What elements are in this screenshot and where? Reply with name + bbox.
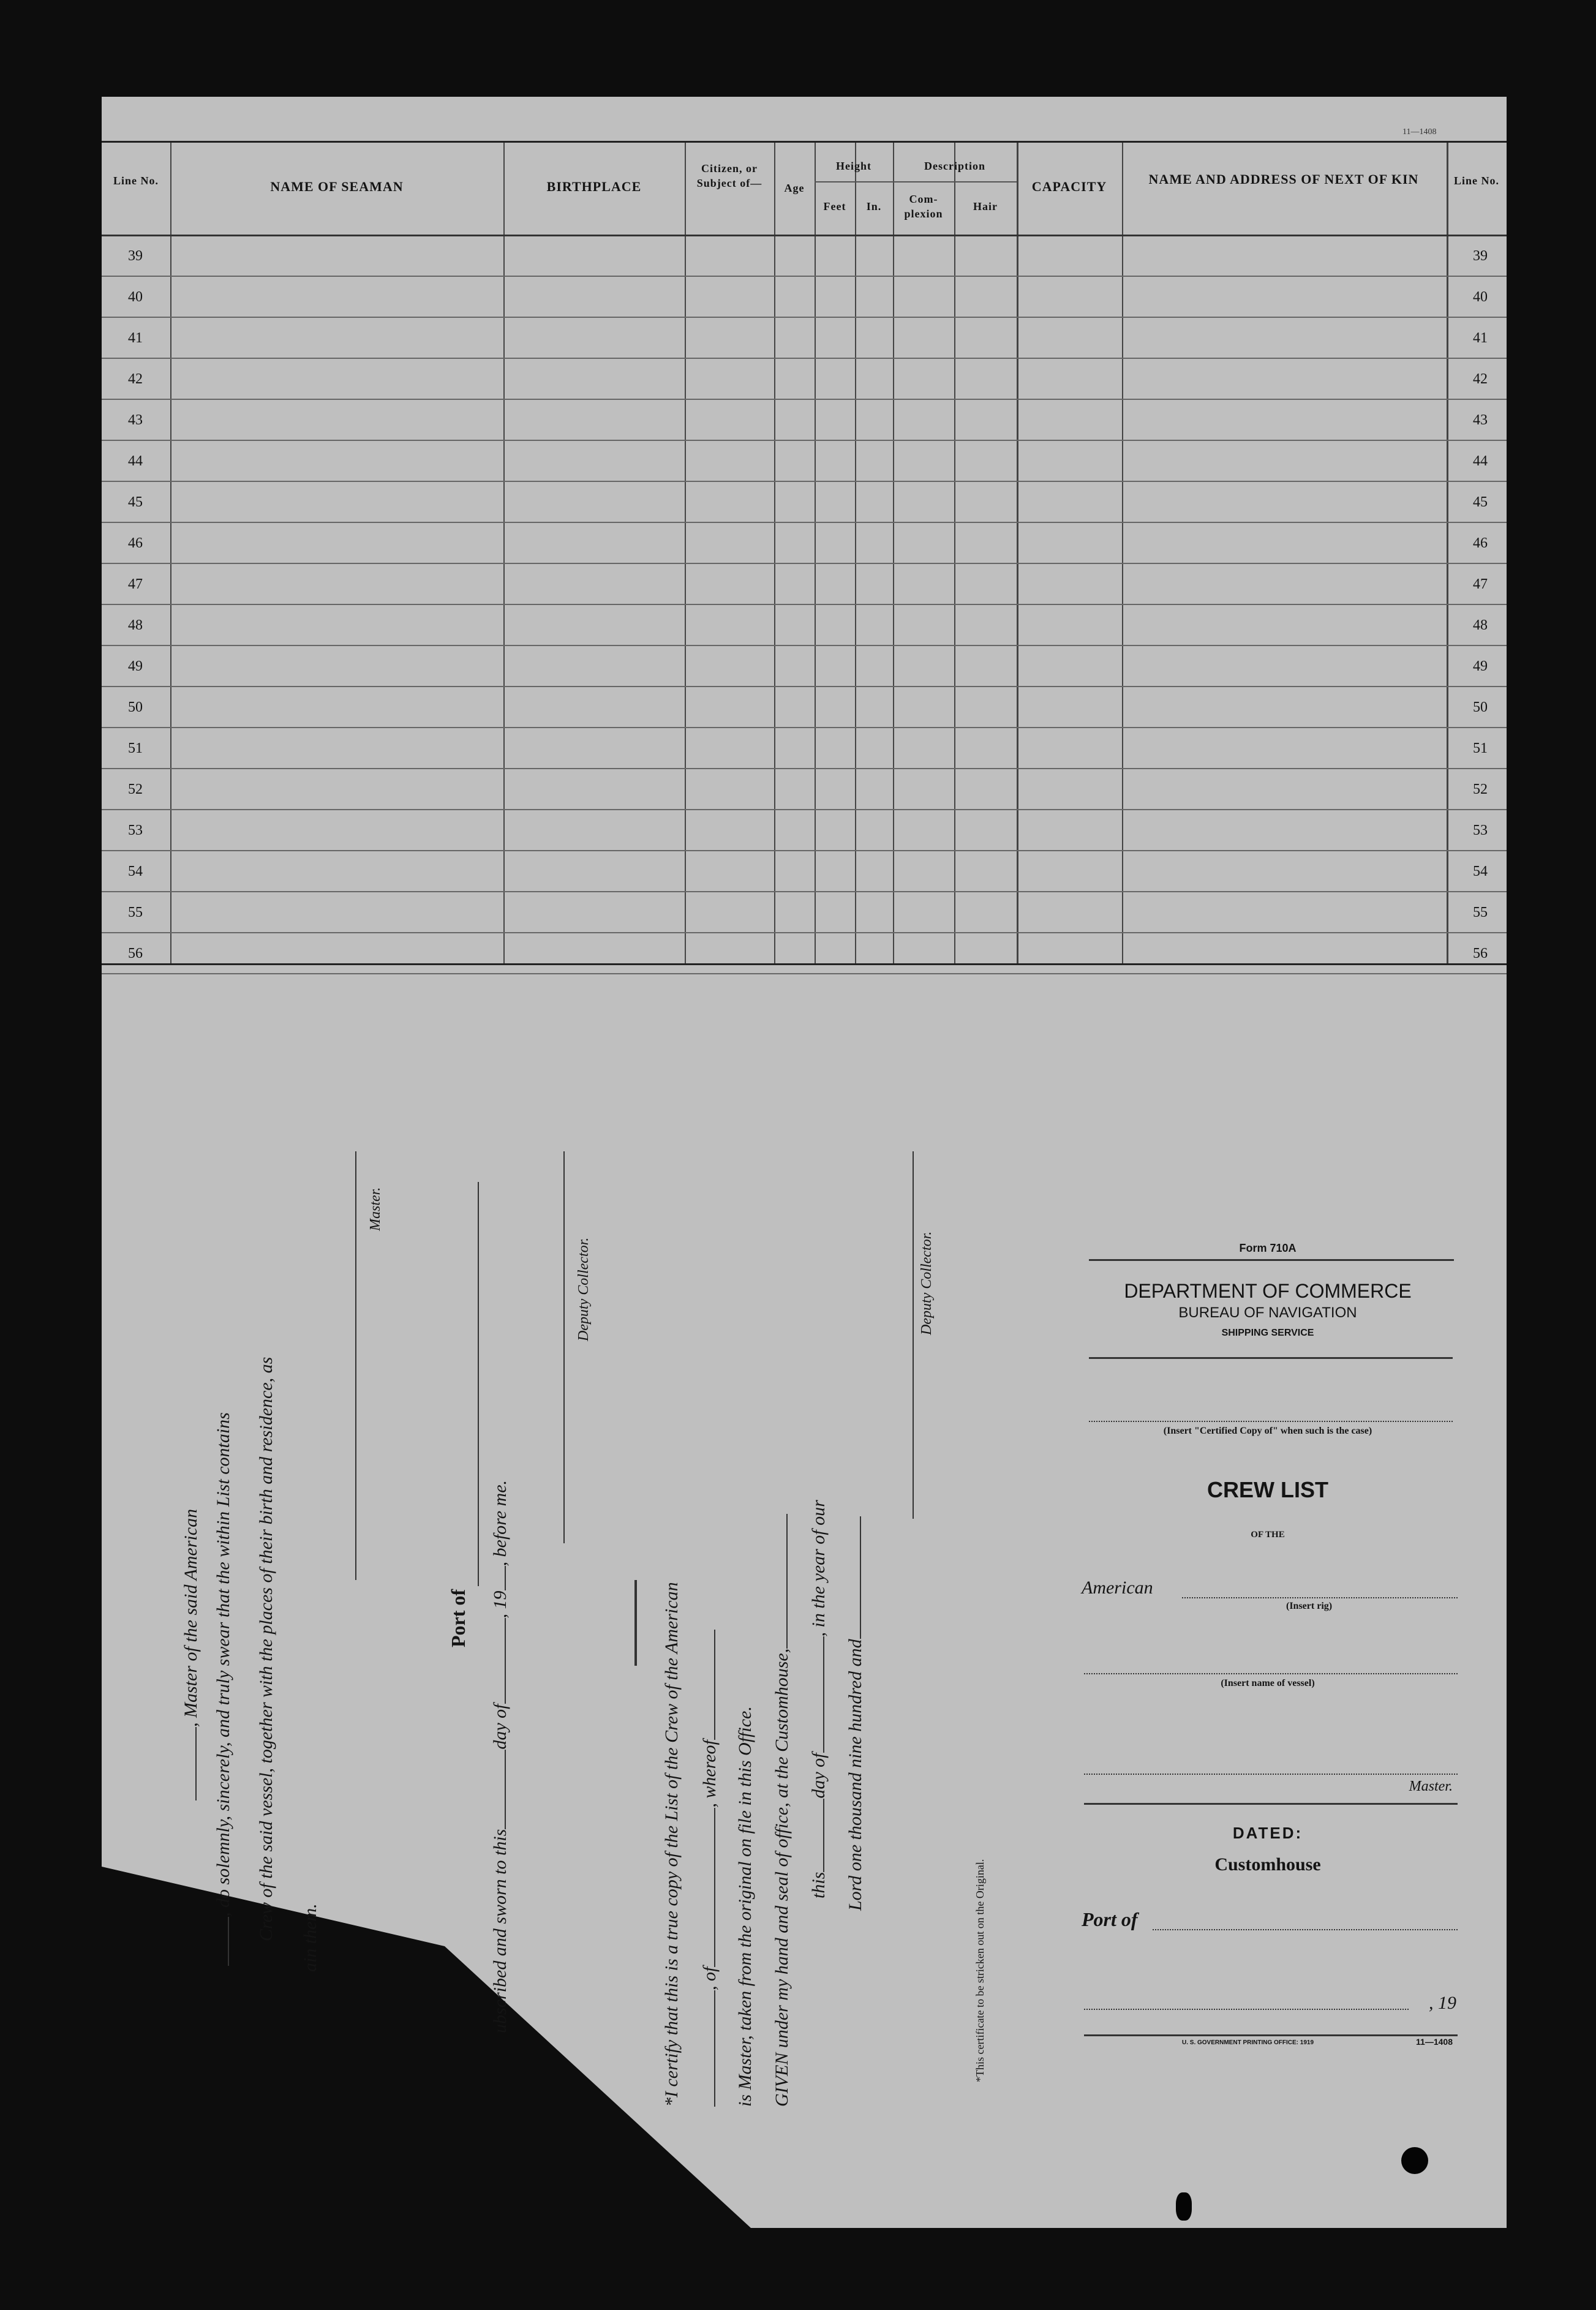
form-number: 11—1408 <box>1402 127 1437 137</box>
inches-header: In. <box>866 200 882 213</box>
age-header: Age <box>784 182 805 194</box>
line-number-left: 53 <box>128 822 143 838</box>
certified-copy-note: (Insert "Certified Copy of" when such is the case) <box>1163 1426 1372 1436</box>
line-number-right: 54 <box>1473 863 1488 879</box>
port-of-cover-label: Port of <box>1082 1908 1138 1930</box>
customhouse-label: Customhouse <box>1214 1854 1321 1875</box>
master-signature-line <box>355 1151 356 1580</box>
date-line <box>1084 2009 1409 2010</box>
table-row <box>102 933 1507 974</box>
subheader-rule <box>815 181 1017 182</box>
oath-line-1: , Master of the said American <box>181 1509 201 1800</box>
line-number-right: 51 <box>1473 740 1488 756</box>
line-number-right: 53 <box>1473 822 1488 838</box>
line-number-left: 40 <box>128 289 143 305</box>
line-number-right: 48 <box>1473 617 1488 633</box>
this-day-line: thisday of, in the year of our <box>808 1500 829 1898</box>
table-row <box>102 646 1507 687</box>
cover-rule <box>1089 1259 1454 1261</box>
certified-copy-line <box>1089 1421 1453 1422</box>
line-number-left: 48 <box>128 617 143 633</box>
department-title: DEPARTMENT OF COMMERCE <box>1124 1280 1412 1302</box>
line-number-left: 46 <box>128 535 143 551</box>
line-number-right: 52 <box>1473 781 1488 797</box>
insert-rig-note: (Insert rig) <box>1286 1601 1333 1611</box>
of-the-label: OF THE <box>1251 1530 1285 1540</box>
certify-line: *I certify that this is a true copy of the List of the Crew of the American <box>661 1582 682 2107</box>
table-row <box>102 728 1507 769</box>
crew-ledger-table <box>102 141 1507 965</box>
master-line <box>1084 1774 1458 1775</box>
line-number-right: 49 <box>1473 658 1488 674</box>
line-number-right: 41 <box>1473 330 1488 346</box>
feet-header: Feet <box>823 200 846 213</box>
ink-spot <box>1176 2192 1192 2221</box>
is-master-line: is Master, taken from the original on file in this Office. <box>735 1706 755 2107</box>
table-row <box>102 318 1507 359</box>
line-number-left: 49 <box>128 658 143 674</box>
master-label-cover: Master. <box>1409 1778 1453 1794</box>
next-of-kin-header: NAME AND ADDRESS OF NEXT OF KIN <box>1148 171 1419 187</box>
ink-spot <box>1401 2147 1428 2174</box>
printer-imprint: U. S. GOVERNMENT PRINTING OFFICE: 1919 <box>1182 2039 1314 2046</box>
form-label: Form 710A <box>1239 1242 1297 1254</box>
table-row <box>102 359 1507 400</box>
line-no-right-header: Line No. <box>1453 175 1499 187</box>
deputy-collector-label-1: Deputy Collector. <box>576 1237 592 1341</box>
year-19-label: , 19 <box>1429 1993 1456 2013</box>
description-header: Description <box>924 160 985 172</box>
line-number-left: 54 <box>128 863 143 879</box>
height-header: Height <box>836 160 871 172</box>
line-number-right: 56 <box>1473 946 1488 961</box>
table-row <box>102 687 1507 728</box>
line-number-right: 40 <box>1473 289 1488 305</box>
table-row <box>102 564 1507 605</box>
port-of-cover-line <box>1153 1929 1458 1930</box>
citizen-header: Citizen, or Subject of— <box>696 162 762 189</box>
of-whereof-line: , of, whereof <box>699 1630 720 2107</box>
bureau-title: BUREAU OF NAVIGATION <box>1178 1304 1357 1321</box>
deputy-signature-line-2 <box>913 1151 914 1519</box>
subscribed-line: ubscribed and sworn to thisday of, 19, before me. <box>490 1480 510 2033</box>
line-number-left: 52 <box>128 781 143 797</box>
american-label: American <box>1082 1578 1153 1598</box>
cover-form-number: 11—1408 <box>1416 2037 1453 2047</box>
line-number-left: 43 <box>128 412 143 428</box>
table-row <box>102 851 1507 892</box>
vessel-name-line <box>1084 1673 1458 1674</box>
line-number-right: 46 <box>1473 535 1488 551</box>
crew-list-title: CREW LIST <box>1207 1477 1328 1502</box>
table-row <box>102 236 1507 277</box>
deputy-signature-line <box>563 1151 565 1543</box>
line-number-left: 44 <box>128 453 143 469</box>
divider-mark <box>634 1580 637 1666</box>
table-row <box>102 523 1507 564</box>
line-number-left: 39 <box>128 248 143 264</box>
line-number-left: 51 <box>128 740 143 756</box>
line-number-right: 55 <box>1473 905 1488 920</box>
line-no-header: Line No. <box>113 175 159 187</box>
oath-line-2: , do solemnly, sincerely, and truly swear that the within List contains <box>213 1412 234 1966</box>
table-row <box>102 605 1507 646</box>
ledger-rows <box>102 236 1507 963</box>
line-number-left: 55 <box>128 905 143 920</box>
line-number-left: 41 <box>128 330 143 346</box>
name-of-seaman-header: NAME OF SEAMAN <box>270 179 404 194</box>
oath-line-3: Crew of the said vessel, together with the places of their birth and residence, as <box>256 1356 276 1941</box>
table-row <box>102 277 1507 318</box>
line-number-right: 50 <box>1473 699 1488 715</box>
port-of-label: Port of <box>447 1589 469 1647</box>
rig-line <box>1182 1597 1458 1598</box>
oath-line-4: ain them. <box>300 1903 320 1972</box>
cover-rule <box>1084 1803 1458 1805</box>
master-label: Master. <box>367 1187 383 1231</box>
line-number-right: 42 <box>1473 371 1488 387</box>
line-number-right: 45 <box>1473 494 1488 510</box>
line-number-left: 56 <box>128 946 143 961</box>
deputy-collector-label-2: Deputy Collector. <box>919 1231 935 1335</box>
certificate-footnote: *This certificate to be stricken out on the Original. <box>974 1859 986 2082</box>
line-number-left: 50 <box>128 699 143 715</box>
insert-name-note: (Insert name of vessel) <box>1221 1678 1315 1688</box>
cover-rule <box>1089 1357 1453 1359</box>
lord-line: Lord one thousand nine hundred and <box>845 1516 866 1911</box>
line-number-left: 47 <box>128 576 143 592</box>
table-row <box>102 892 1507 933</box>
cover-rule <box>1084 2034 1458 2036</box>
oath-certificate-block <box>122 1151 1011 2107</box>
line-number-left: 42 <box>128 371 143 387</box>
line-number-right: 43 <box>1473 412 1488 428</box>
table-row <box>102 482 1507 523</box>
table-row <box>102 400 1507 441</box>
port-of-line <box>478 1182 479 1586</box>
birthplace-header: BIRTHPLACE <box>546 179 642 194</box>
line-number-right: 47 <box>1473 576 1488 592</box>
dated-label: DATED: <box>1232 1824 1303 1842</box>
hair-header: Hair <box>973 200 998 213</box>
service-title: SHIPPING SERVICE <box>1221 1328 1314 1338</box>
complexion-header: Com-plexion <box>904 193 943 220</box>
line-number-right: 44 <box>1473 453 1488 469</box>
line-number-right: 39 <box>1473 248 1488 264</box>
table-row <box>102 810 1507 851</box>
capacity-header: CAPACITY <box>1031 179 1107 194</box>
table-row <box>102 769 1507 810</box>
given-line: GIVEN under my hand and seal of office, at the Customhouse, <box>772 1514 792 2107</box>
line-number-left: 45 <box>128 494 143 510</box>
table-row <box>102 441 1507 482</box>
